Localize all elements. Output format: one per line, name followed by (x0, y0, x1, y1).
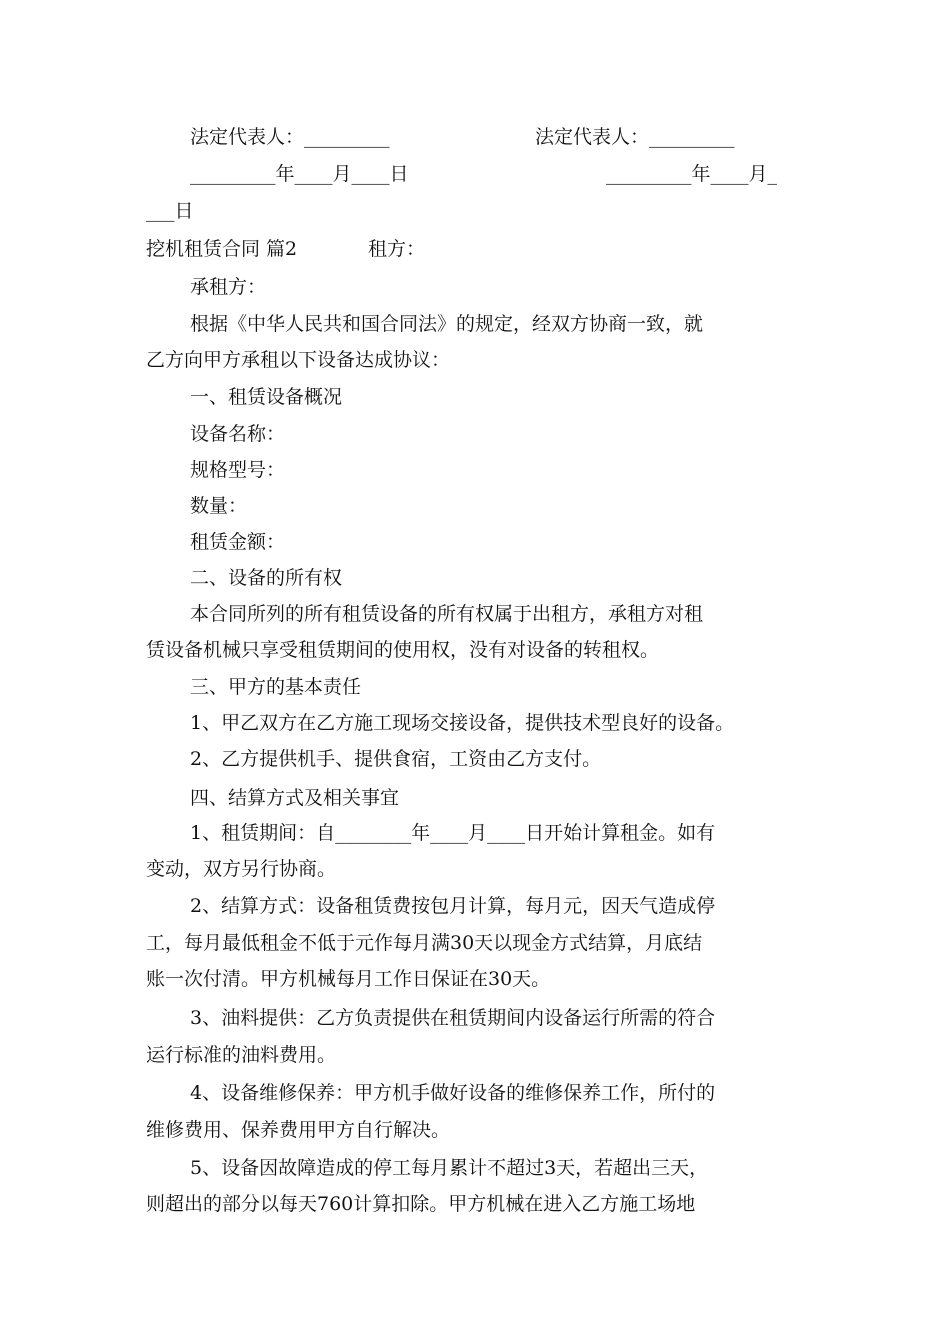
field-equipment-name: 设备名称： (190, 423, 286, 445)
term-1-line-1: 1、租赁期间：自________年____月____日开始计算租金。如有 (190, 822, 716, 844)
preamble-line-2: 乙方向甲方承租以下设备达成协议： (146, 349, 451, 371)
right-legal-representative: 法定代表人：_________ (535, 126, 735, 148)
field-quantity: 数量： (190, 495, 248, 517)
right-date-line: _________年____月_ (606, 163, 778, 185)
term-1-line-2: 变动，双方另行协商。 (146, 858, 337, 880)
term-3-line-2: 运行标准的油料费用。 (146, 1044, 337, 1066)
term-2-line-1: 2、结算方式：设备租赁费按包月计算，每月元，因天气造成停 (190, 895, 716, 917)
term-2-line-2: 工，每月最低租金不低于元作每月满30天以现金方式结算，月底结 (146, 932, 703, 954)
preamble-line-1: 根据《中华人民共和国合同法》的规定，经双方协商一致，就 (190, 313, 704, 335)
left-date-line: _________年____月____日 (190, 163, 409, 185)
date-wrap-line: ___日 (146, 200, 194, 222)
term-2-line-3: 账一次付清。甲方机械每月工作日保证在30天。 (146, 968, 551, 990)
left-legal-representative: 法定代表人：_________ (190, 126, 390, 148)
term-4-line-2: 维修费用、保养费用甲方自行解决。 (146, 1119, 451, 1141)
lessor-label: 租方： (368, 238, 426, 260)
term-5-line-2: 则超出的部分以每天760计算扣除。甲方机械在进入乙方施工场地 (146, 1193, 696, 1215)
term-4-line-1: 4、设备维修保养：甲方机手做好设备的维修保养工作，所付的 (190, 1082, 716, 1104)
section-4-heading: 四、结算方式及相关事宜 (190, 787, 400, 809)
lessee-label: 承租方： (190, 276, 267, 298)
field-model: 规格型号： (190, 459, 286, 481)
field-rental-amount: 租赁金额： (190, 531, 286, 553)
section-2-heading: 二、设备的所有权 (190, 567, 343, 589)
section-3-heading: 三、甲方的基本责任 (190, 676, 362, 698)
ownership-line-2: 赁设备机械只享受租赁期间的使用权，没有对设备的转租权。 (146, 639, 660, 661)
responsibility-1: 1、甲乙双方在乙方施工现场交接设备，提供技术型良好的设备。 (190, 712, 735, 734)
responsibility-2: 2、乙方提供机手、提供食宿，工资由乙方支付。 (190, 748, 602, 770)
term-3-line-1: 3、油料提供：乙方负责提供在租赁期间内设备运行所需的符合 (190, 1007, 716, 1029)
section-1-heading: 一、租赁设备概况 (190, 386, 343, 408)
ownership-line-1: 本合同所列的所有租赁设备的所有权属于出租方，承租方对租 (190, 603, 704, 625)
document-title: 挖机租赁合同 篇2 (146, 238, 298, 260)
term-5-line-1: 5、设备因故障造成的停工每月累计不超过3天，若超出三天， (190, 1157, 709, 1179)
